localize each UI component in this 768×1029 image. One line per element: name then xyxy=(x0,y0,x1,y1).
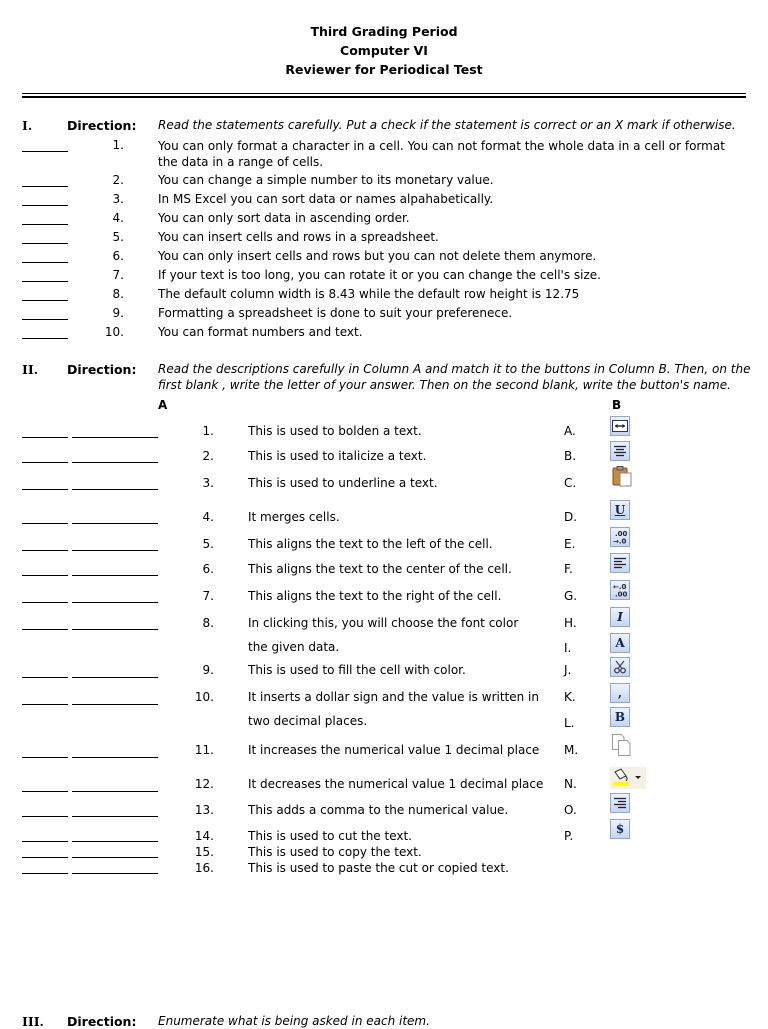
item-description: This is used to italicize a text. xyxy=(248,449,427,463)
part1-direction-label: Direction: xyxy=(67,118,137,133)
item-number: 7. xyxy=(202,589,214,603)
decrease-decimal-icon xyxy=(610,527,630,547)
button-name-blank[interactable] xyxy=(72,602,158,603)
part1-instruction: Read the statements carefully. Put a check if the statement is correct or an X mark if otherwise. xyxy=(158,118,736,132)
item-number: 9. xyxy=(202,663,214,677)
item-description-continued: the given data. xyxy=(248,640,340,654)
item-number: 12. xyxy=(194,777,214,791)
button-name-blank[interactable] xyxy=(72,841,158,842)
comma-style-glyph: , xyxy=(617,686,623,700)
item-statement: The default column width is 8.43 while the default row height is 12.75 xyxy=(158,287,580,301)
button-name-blank[interactable] xyxy=(72,462,158,463)
choice-letter: I. xyxy=(564,641,572,655)
item-statement: If your text is too long, you can rotate it or you can change the cell's size. xyxy=(158,268,601,282)
answer-blank[interactable] xyxy=(22,338,68,339)
letter-answer-blank[interactable] xyxy=(22,602,68,603)
item-number: 3. xyxy=(202,476,214,490)
answer-blank[interactable] xyxy=(22,319,68,320)
answer-blank[interactable] xyxy=(22,300,68,301)
choice-letter: O. xyxy=(564,803,577,817)
part3-instruction: Enumerate what is being asked in each item. xyxy=(158,1014,430,1028)
answer-blank[interactable] xyxy=(22,151,68,152)
button-name-blank[interactable] xyxy=(72,489,158,490)
item-number: 4. xyxy=(202,510,214,524)
item-description: This adds a comma to the numerical value. xyxy=(248,803,509,817)
part3-direction-label: Direction: xyxy=(67,1014,137,1029)
item-statement: You can insert cells and rows in a spreadsheet. xyxy=(158,230,439,244)
letter-answer-blank[interactable] xyxy=(22,462,68,463)
choice-letter: K. xyxy=(564,690,576,704)
item-description: This is used to paste the cut or copied text. xyxy=(248,861,509,875)
letter-answer-blank[interactable] xyxy=(22,677,68,678)
item-number: 8. xyxy=(112,287,124,301)
item-description: It merges cells. xyxy=(248,510,340,524)
choice-letter: P. xyxy=(564,829,574,843)
underline-icon xyxy=(610,500,630,520)
header-subject: Computer VI xyxy=(340,43,428,58)
item-number: 2. xyxy=(202,449,214,463)
underline-glyph: U xyxy=(614,503,626,517)
italic-icon xyxy=(610,607,630,627)
letter-answer-blank[interactable] xyxy=(22,523,68,524)
increase-decimal-icon xyxy=(610,580,630,600)
item-statement: You can format numbers and text. xyxy=(158,325,363,339)
item-number: 13. xyxy=(194,803,214,817)
align-left-icon xyxy=(610,553,630,573)
item-statement: You can only sort data in ascending order. xyxy=(158,211,410,225)
item-description: This is used to copy the text. xyxy=(248,845,422,859)
font-color-glyph: A xyxy=(615,636,625,650)
letter-answer-blank[interactable] xyxy=(22,841,68,842)
paste-icon xyxy=(610,465,634,489)
copy-icon xyxy=(610,733,634,757)
letter-answer-blank[interactable] xyxy=(22,857,68,858)
item-statement: You can only insert cells and rows but you can not delete them anymore. xyxy=(158,249,597,263)
item-number: 6. xyxy=(112,249,124,263)
currency-glyph: $ xyxy=(615,822,625,836)
item-number: 7. xyxy=(112,268,124,282)
choice-letter: H. xyxy=(564,616,577,630)
currency-icon xyxy=(610,819,630,839)
choice-letter: D. xyxy=(564,510,578,524)
item-number: 14. xyxy=(194,829,214,843)
item-number: 9. xyxy=(112,306,124,320)
answer-blank[interactable] xyxy=(22,262,68,263)
part2-instruction-line1: Read the descriptions carefully in Column A and match it to the buttons in Column B. Then, on the xyxy=(158,362,751,376)
item-number: 2. xyxy=(112,173,124,187)
item-description: It inserts a dollar sign and the value is written in xyxy=(248,690,539,704)
button-name-blank[interactable] xyxy=(72,575,158,576)
item-number: 15. xyxy=(194,845,214,859)
choice-letter: C. xyxy=(564,476,577,490)
item-number: 10. xyxy=(104,325,124,339)
letter-answer-blank[interactable] xyxy=(22,550,68,551)
part1-roman-numeral: I. xyxy=(22,118,33,133)
bold-icon xyxy=(610,707,630,727)
item-number: 1. xyxy=(202,424,214,438)
button-name-blank[interactable] xyxy=(72,873,158,874)
svg-text:.00: .00 xyxy=(615,590,628,598)
button-name-blank[interactable] xyxy=(72,757,158,758)
item-description: It increases the numerical value 1 decimal place xyxy=(248,743,540,757)
letter-answer-blank[interactable] xyxy=(22,629,68,630)
button-name-blank[interactable] xyxy=(72,704,158,705)
item-description: This is used to fill the cell with color. xyxy=(248,663,466,677)
item-number: 5. xyxy=(112,230,124,244)
item-description: It decreases the numerical value 1 decimal place xyxy=(248,777,544,791)
item-description: This is used to bolden a text. xyxy=(248,424,422,438)
letter-answer-blank[interactable] xyxy=(22,873,68,874)
italic-glyph: I xyxy=(617,610,623,624)
choice-letter: M. xyxy=(564,743,579,757)
button-name-blank[interactable] xyxy=(72,523,158,524)
answer-blank[interactable] xyxy=(22,186,68,187)
comma-style-icon xyxy=(610,683,630,703)
svg-text:→.0: →.0 xyxy=(613,537,627,545)
item-number: 3. xyxy=(112,192,124,206)
item-statement: In MS Excel you can sort data or names alpahabetically. xyxy=(158,192,494,206)
part2-roman-numeral: II. xyxy=(22,362,39,377)
choice-letter: B. xyxy=(564,449,577,463)
align-right-icon xyxy=(610,793,630,813)
merge-cells-icon xyxy=(610,416,630,436)
header-title: Reviewer for Periodical Test xyxy=(285,62,483,77)
item-number: 10. xyxy=(194,690,214,704)
button-name-blank[interactable] xyxy=(72,437,158,438)
part2-direction-label: Direction: xyxy=(67,362,137,377)
item-number: 11. xyxy=(194,743,214,757)
letter-answer-blank[interactable] xyxy=(22,816,68,817)
letter-answer-blank[interactable] xyxy=(22,757,68,758)
button-name-blank[interactable] xyxy=(72,550,158,551)
item-number: 4. xyxy=(112,211,124,225)
item-description: In clicking this, you will choose the font color xyxy=(248,616,519,630)
choice-letter: F. xyxy=(564,562,573,576)
column-b-heading: B xyxy=(612,398,622,412)
font-color-icon xyxy=(610,633,630,653)
choice-letter: J. xyxy=(564,663,572,677)
choice-letter: E. xyxy=(564,537,576,551)
cut-icon xyxy=(610,657,630,677)
button-name-blank[interactable] xyxy=(72,816,158,817)
document-header xyxy=(0,22,768,79)
item-description: This aligns the text to the center of the cell. xyxy=(248,562,512,576)
item-number: 1. xyxy=(112,138,124,152)
letter-answer-blank[interactable] xyxy=(22,575,68,576)
item-number: 8. xyxy=(202,616,214,630)
answer-blank[interactable] xyxy=(22,281,68,282)
button-name-blank[interactable] xyxy=(72,857,158,858)
answer-blank[interactable] xyxy=(22,205,68,206)
button-name-blank[interactable] xyxy=(72,629,158,630)
item-number: 5. xyxy=(202,537,214,551)
item-description: This aligns the text to the right of the cell. xyxy=(248,589,502,603)
header-rule-thick xyxy=(22,96,746,98)
letter-answer-blank[interactable] xyxy=(22,704,68,705)
bold-glyph: B xyxy=(614,710,626,724)
letter-answer-blank[interactable] xyxy=(22,791,68,792)
answer-blank[interactable] xyxy=(22,243,68,244)
item-description: This aligns the text to the left of the cell. xyxy=(248,537,493,551)
choice-letter: N. xyxy=(564,777,577,791)
part3-roman-numeral: III. xyxy=(22,1014,44,1029)
align-center-icon xyxy=(610,441,630,461)
header-rule-thin xyxy=(22,93,746,94)
item-description-continued: two decimal places. xyxy=(248,714,368,728)
item-number: 6. xyxy=(202,562,214,576)
item-number: 16. xyxy=(194,861,214,875)
item-description: This is used to underline a text. xyxy=(248,476,438,490)
header-grading-period: Third Grading Period xyxy=(310,24,458,39)
item-statement: You can only format a character in a cell. You can not format the whole data in a cell or format the data in a range of cells. xyxy=(158,139,725,169)
choice-letter: G. xyxy=(564,589,578,603)
letter-answer-blank[interactable] xyxy=(22,437,68,438)
choice-letter: A. xyxy=(564,424,576,438)
item-description: This is used to cut the text. xyxy=(248,829,412,843)
svg-text:←.0: ←.0 xyxy=(613,583,627,591)
item-statement: Formatting a spreadsheet is done to suit your preferenece. xyxy=(158,306,513,320)
button-name-blank[interactable] xyxy=(72,677,158,678)
letter-answer-blank[interactable] xyxy=(22,489,68,490)
button-name-blank[interactable] xyxy=(72,791,158,792)
part2-instruction-line2: first blank , write the letter of your answer. Then on the second blank, write the button's name. xyxy=(158,378,731,392)
choice-letter: L. xyxy=(564,716,575,730)
answer-blank[interactable] xyxy=(22,224,68,225)
svg-text:.00: .00 xyxy=(615,530,628,538)
fill-color-icon xyxy=(610,767,646,789)
item-statement: You can change a simple number to its monetary value. xyxy=(158,173,494,187)
column-a-heading: A xyxy=(158,398,168,412)
